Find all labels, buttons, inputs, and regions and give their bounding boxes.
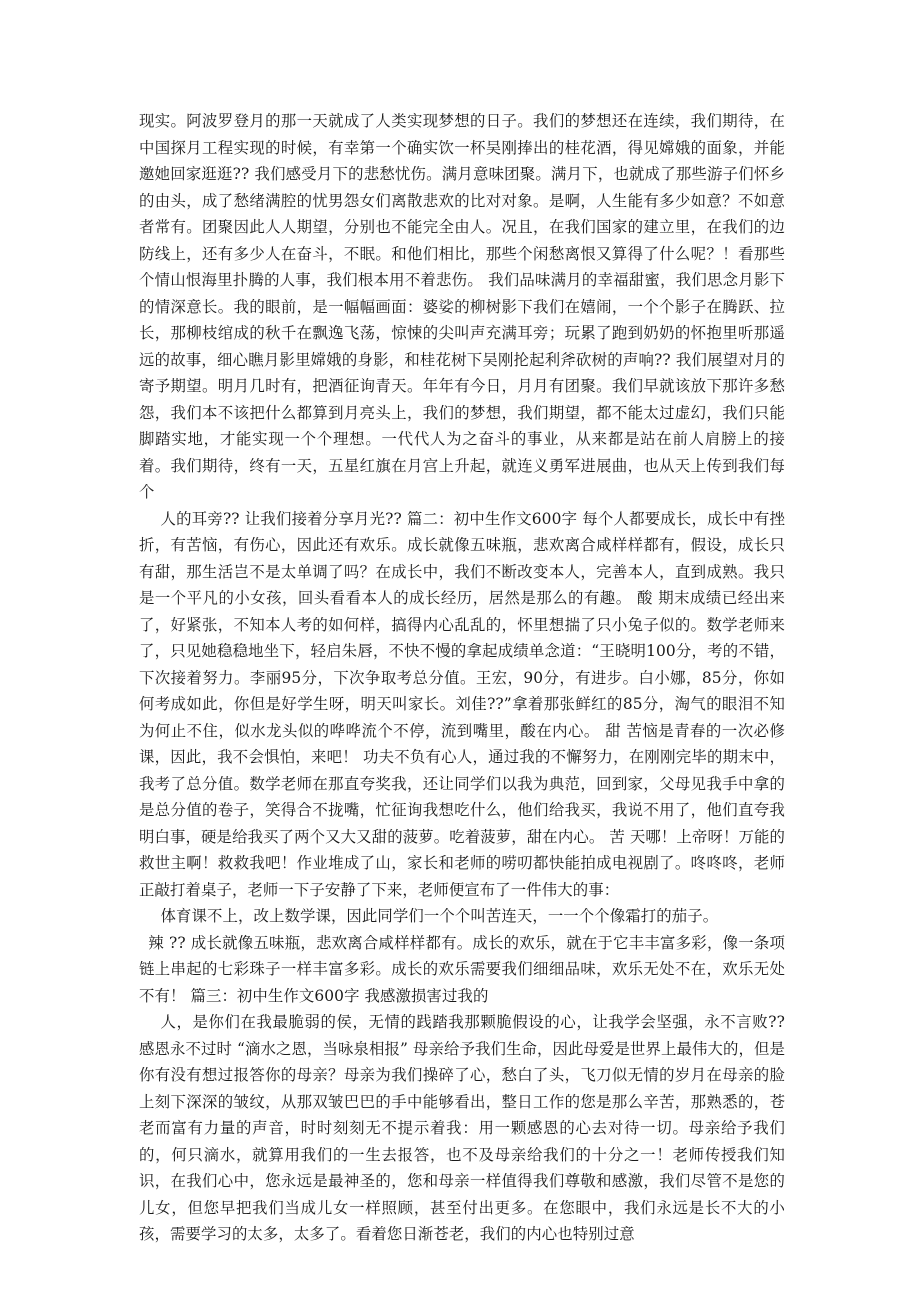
paragraph-4: 辣 ?? 成长就像五味瓶，悲欢离合咸样样都有。成长的欢乐，就在于它丰丰富多彩，像一条项链上串起的七彩珠子一样丰富多彩。成长的欢乐需要我们细细品味，欢乐无处不在，欢乐无处不有！ 篇三：初中生作文600字 我感激损害过我的 [139, 933, 785, 1005]
paragraph-5: 人，是你们在我最脆弱的侯，无情的践踏我那颗脆假设的心，让我学会坚强，永不言败?? 感恩永不过时 “滴水之恩，当咏泉相报” 母亲给予我们生命，因此母爱是世界上最伟大的，但是你有没有想过报答你的母亲？母亲为我们操碎了心，愁白了头，飞刀似无情的岁月在母亲的脸上刻下深深的皱纹，从那双皱巴巴的手中能够看出，整日工作的您是那么辛苦，那熟悉的，苍老而富有力量的声音，时时刻刻无不提示着我：用一颗感恩的心去对待一切。母亲给予我们的，何只滴水，就算用我们的一生去报答，也不及母亲给我们的十分之一！老师传授我们知识，在我们心中，您永远是最神圣的，您和母亲一样值得我们尊敬和感激，我们尽管不是您的儿女，但您早把我们当成儿女一样照顾，甚至付出更多。在您眼中，我们永远是长不大的小孩，需要学习的太多，太多了。看着您日渐苍老，我们的内心也特别过意 [139, 1013, 785, 1243]
document-body [139, 108, 785, 1248]
paragraph-3: 体育课不上，改上数学课，因此同学们一个个叫苦连天，一一个个像霜打的茄子。 [160, 907, 719, 925]
paragraph-2: 人的耳旁?? 让我们接着分享月光?? 篇二：初中生作文600字 每个人都要成长，成长中有挫折，有苦恼，有伤心，因此还有欢乐。成长就像五味瓶，悲欢离合咸样样都有，假设，成长只有甜，那生活岂不是太单调了吗？在成长中，我们不断改变本人，完善本人，直到成熟。我只是一个平凡的小女孩，回头看看本人的成长经历，居然是那么的有趣。 酸 期末成绩已经出来了，好紧张，不知本人考的如何样，搞得内心乱乱的，怀里想揣了只小兔子似的。数学老师来了，只见她稳稳地坐下，轻启朱唇，不快不慢的拿起成绩单念道：“王晓明100分，考的不错，下次接着努力。李丽95分，下次争取考总分值。王宏，90分，有进步。白小娜，85分，你如何考成如此，你但是好学生呀，明天叫家长。刘佳??”拿着那张鲜红的85分，淘气的眼泪不知为何止不住，似水龙头似的哗哗流个不停，流到嘴里，酸在内心。 甜 苦恼是青春的一次必修课，因此，我不会惧怕，来吧！ 功夫不负有心人，通过我的不懈努力，在刚刚完毕的期末中，我考了总分值。数学老师在那直夸奖我，还让同学们以我为典范，回到家，父母见我手中拿的是总分值的卷子，笑得合不拢嘴，忙征询我想吃什么，他们给我买，我说不用了，他们直夸我明白事，硬是给我买了两个又大又甜的菠萝。吃着菠萝，甜在内心。 苦 天哪！上帝呀！万能的救世主啊！救救我吧！作业堆成了山，家长和老师的唠叨都快能拍成电视剧了。咚咚咚，老师正敲打着桌子，老师一下子安静了下来，老师便宣布了一件伟大的事： [139, 509, 785, 899]
paragraph-1: 现实。阿波罗登月的那一天就成了人类实现梦想的日子。我们的梦想还在连续，我们期待，在中国探月工程实现的时候，有幸第一个确实饮一杯吴刚捧出的桂花酒，得见嫦娥的面象，并能邀她回家逛逛?? 我们感受月下的悲愁忧伤。满月意味团聚。满月下，也就成了那些游子们怀乡的由头，成了愁绪满腔的忧男怨女们离散悲欢的比对对象。是啊，人生能有多少如意？不如意者常有。团聚因此人人期望，分别也不能完全由人。况且，在我们国家的建立里，在我们的边防线上，还有多少人在奋斗，不眠。和他们相比，那些个闲愁离恨又算得了什么呢？！看那些个情山恨海里扑腾的人事，我们根本用不着悲伤。 我们品味满月的幸福甜蜜，我们思念月影下的情深意长。我的眼前，是一幅幅画面：婆娑的柳树影下我们在嬉闹，一个个影子在腾跃、拉长，那柳枝绾成的秋千在飘逸飞荡，惊悚的尖叫声充满耳旁；玩累了跑到奶奶的怀抱里听那遥远的故事，细心瞧月影里嫦娥的身影，和桂花树下吴刚抡起利斧砍树的声响?? 我们展望对月的寄予期望。明月几时有，把酒征询青天。年年有今日，月月有团聚。我们早就该放下那许多愁怨，我们本不该把什么都算到月亮头上，我们的梦想，我们期望，都不能太过虚幻，我们只能脚踏实地，才能实现一个个理想。一代代人为之奋斗的事业，从来都是站在前人肩膀上的接着。我们期待，终有一天，五星红旗在月宫上升起，就连义勇军进展曲，也从天上传到我们每个 [139, 112, 785, 501]
